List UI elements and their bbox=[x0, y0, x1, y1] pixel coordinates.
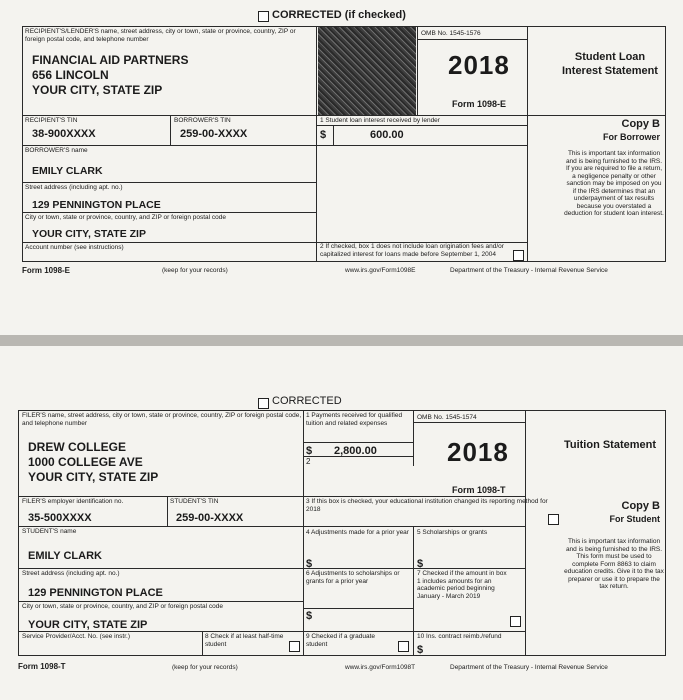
box1-label: 1 Student loan interest received by lender bbox=[320, 117, 440, 124]
box3-checkbox[interactable] bbox=[548, 514, 559, 525]
omb-number-2: OMB No. 1545-1574 bbox=[417, 414, 477, 421]
tax-year: 2018 bbox=[448, 50, 510, 80]
box4-dollar: $ bbox=[306, 558, 313, 570]
box2-checkbox[interactable] bbox=[513, 250, 524, 261]
box2-label-2: 2 bbox=[306, 457, 311, 466]
student-tin-label: STUDENT'S TIN bbox=[170, 498, 219, 505]
student-tin: 259-00-XXXX bbox=[176, 512, 244, 524]
account-label: Account number (see instructions) bbox=[25, 244, 124, 251]
recipient-tin: 38-900XXXX bbox=[32, 128, 96, 140]
box6-label: 6 Adjustments to scholarships or grants for a prior year bbox=[306, 570, 400, 585]
filer-name: DREW COLLEGE bbox=[28, 440, 126, 454]
city-address-2: YOUR CITY, STATE ZIP bbox=[28, 619, 148, 631]
box1-dollar: $ bbox=[320, 129, 327, 141]
corrected-label-2: CORRECTED bbox=[272, 395, 342, 407]
box10-dollar: $ bbox=[417, 644, 424, 656]
borrower-tin-label: BORROWER'S TIN bbox=[174, 117, 231, 124]
form-title: Student Loan Interest Statement bbox=[562, 51, 658, 77]
lender-address bbox=[32, 53, 188, 98]
filer-ein-label: FILER'S employer identification no. bbox=[22, 498, 124, 505]
copy-for: For Borrower bbox=[602, 132, 660, 142]
box9-label: 9 Checked if a graduate student bbox=[306, 633, 376, 648]
box1-label-2: 1 Payments received for qualified tuition and related expenses bbox=[306, 412, 403, 427]
lender-city: YOUR CITY, STATE ZIP bbox=[32, 83, 163, 97]
box6-dollar: $ bbox=[306, 610, 313, 622]
lender-label: RECIPIENT'S/LENDER'S name, street address, city or town, state or province, country, ZIP or foreign postal code, and telephone number bbox=[25, 28, 296, 43]
copy-label-2: Copy B bbox=[621, 500, 660, 512]
student-name-label: STUDENT'S name bbox=[22, 528, 77, 535]
footer-url: www.irs.gov/Form1098E bbox=[345, 267, 416, 274]
student-name: EMILY CLARK bbox=[28, 550, 102, 562]
footer-form-2: Form 1098-T bbox=[18, 662, 66, 671]
filer-street: 1000 COLLEGE AVE bbox=[28, 455, 143, 469]
filer-ein: 35-500XXXX bbox=[28, 512, 92, 524]
redacted-area bbox=[318, 27, 416, 115]
street-label: Street address (including apt. no.) bbox=[25, 184, 123, 191]
filer-address bbox=[28, 440, 158, 485]
borrower-name-label: BORROWER'S name bbox=[25, 147, 88, 154]
copy-for-2: For Student bbox=[609, 514, 660, 524]
lender-name: FINANCIAL AID PARTNERS bbox=[32, 53, 189, 67]
box5-label: 5 Scholarships or grants bbox=[417, 529, 488, 536]
box4-label: 4 Adjustments made for a prior year bbox=[306, 529, 409, 536]
corrected-label: CORRECTED (if checked) bbox=[272, 9, 406, 21]
side-note: This is important tax information and is being furnished to the IRS. If you are required to file a return, a negligence penalty or other sanction may be imposed on you if the IRS determines that an underpayment of tax results because you overstated a deduction for student loan interest. bbox=[564, 150, 664, 217]
box3-label: 3 If this box is checked, your educational institution changed its reporting method for 2018 bbox=[306, 498, 548, 513]
city-label-2: City or town, state or province, country, and ZIP or foreign postal code bbox=[22, 603, 223, 610]
street-address-2: 129 PENNINGTON PLACE bbox=[28, 587, 163, 599]
form-number-2: Form 1098-T bbox=[452, 485, 506, 495]
box7-checkbox[interactable] bbox=[510, 616, 521, 627]
city-address: YOUR CITY, STATE ZIP bbox=[32, 228, 146, 240]
filer-city: YOUR CITY, STATE ZIP bbox=[28, 470, 159, 484]
service-label: Service Provider/Acct. No. (see instr.) bbox=[22, 633, 131, 640]
box1-dollar-2: $ bbox=[306, 445, 313, 457]
box10-label: 10 Ins. contract reimb./refund bbox=[417, 633, 502, 640]
box7-label: 7 Checked if the amount in box 1 includes amounts for an academic period beginning January - March 2019 bbox=[417, 570, 507, 600]
lender-street: 656 LINCOLN bbox=[32, 68, 109, 82]
form-1098e bbox=[0, 0, 683, 335]
street-label-2: Street address (including apt. no.) bbox=[22, 570, 120, 577]
footer-dept-2: Department of the Treasury - Internal Revenue Service bbox=[450, 664, 608, 671]
corrected-checkbox[interactable] bbox=[258, 11, 269, 22]
side-note-2: This is important tax information and is being furnished to the IRS. This form must be used to complete Form 8863 to claim education credits. Give it to the tax preparer or use it to prepare the tax return. bbox=[564, 538, 664, 590]
borrower-name: EMILY CLARK bbox=[32, 165, 103, 177]
footer-keep: (keep for your records) bbox=[162, 267, 228, 274]
recipient-tin-label: RECIPIENT'S TIN bbox=[25, 117, 78, 124]
form-1098t bbox=[0, 346, 683, 700]
city-label: City or town, state or province, country, and ZIP or foreign postal code bbox=[25, 214, 226, 221]
footer-keep-2: (keep for your records) bbox=[172, 664, 238, 671]
copy-label: Copy B bbox=[621, 118, 660, 130]
footer-form: Form 1098-E bbox=[22, 266, 71, 275]
box8-checkbox[interactable] bbox=[289, 641, 300, 652]
footer-url-2: www.irs.gov/Form1098T bbox=[345, 664, 416, 671]
form-title-2: Tuition Statement bbox=[563, 439, 657, 451]
footer-dept: Department of the Treasury - Internal Revenue Service bbox=[450, 267, 608, 274]
box1-value-2: 2,800.00 bbox=[334, 445, 377, 457]
box8-label: 8 Check if at least half-time student bbox=[205, 633, 284, 648]
form-number: Form 1098-E bbox=[452, 99, 507, 109]
filer-label: FILER'S name, street address, city or town, state or province, country, ZIP or foreign postal code, and telephone number bbox=[22, 412, 302, 427]
borrower-tin: 259-00-XXXX bbox=[180, 128, 248, 140]
omb-number: OMB No. 1545-1576 bbox=[421, 30, 481, 37]
box5-dollar: $ bbox=[417, 558, 424, 570]
street-address: 129 PENNINGTON PLACE bbox=[32, 199, 161, 211]
corrected-checkbox-2[interactable] bbox=[258, 398, 269, 409]
box9-checkbox[interactable] bbox=[398, 641, 409, 652]
box1-value: 600.00 bbox=[370, 129, 404, 141]
tax-year-2: 2018 bbox=[447, 437, 509, 467]
box2-label: 2 If checked, box 1 does not include loan origination fees and/or capitalized interest for loans made before September 1, 2004 bbox=[320, 243, 504, 258]
